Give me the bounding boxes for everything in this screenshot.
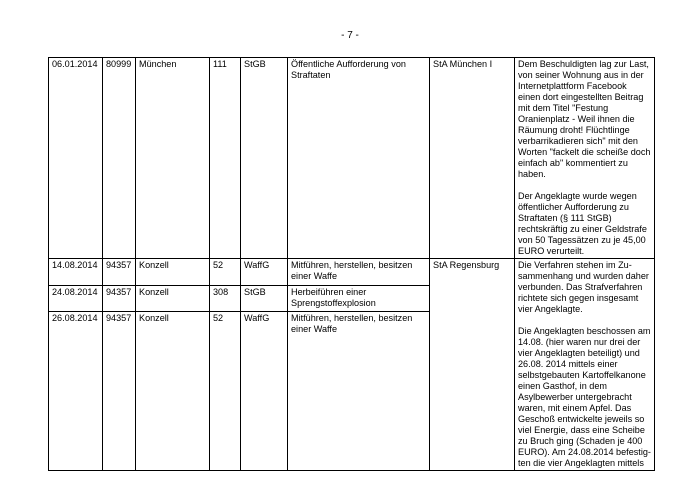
offense-cell: Mitführen, herstellen, besitzen einer Waffe bbox=[288, 259, 430, 286]
table-row bbox=[49, 58, 655, 259]
authority-cell: StA München I bbox=[430, 58, 515, 259]
table-row bbox=[49, 259, 655, 286]
law-cell: StGB bbox=[241, 285, 288, 312]
paragraph-cell: 52 bbox=[210, 312, 241, 471]
offense-cell: Öffentliche Aufforderung von Straftaten bbox=[288, 58, 430, 259]
plz-cell: 94357 bbox=[103, 312, 136, 471]
paragraph-cell: 111 bbox=[210, 58, 241, 259]
description-paragraph: Die Verfahren stehen im Zu-sammenhang und wurden daher verbunden. Das Strafverfahren richtete sich gegen insgesamt vier Angeklagte. bbox=[518, 260, 649, 314]
offense-cell: Mitführen, herstellen, besitzen einer Waffe bbox=[288, 312, 430, 471]
law-cell: StGB bbox=[241, 58, 288, 259]
authority-cell: StA Regensburg bbox=[430, 259, 515, 471]
law-cell: WaffG bbox=[241, 259, 288, 286]
paragraph-cell: 308 bbox=[210, 285, 241, 312]
city-cell: Konzell bbox=[136, 312, 210, 471]
city-cell: Konzell bbox=[136, 285, 210, 312]
city-cell: München bbox=[136, 58, 210, 259]
date-cell: 14.08.2014 bbox=[49, 259, 103, 286]
offense-cell: Herbeiführen einer Sprengstoffexplosion bbox=[288, 285, 430, 312]
city-cell: Konzell bbox=[136, 259, 210, 286]
description-paragraph: Die Angeklagten beschossen am 14.08. (hier waren nur drei der vier Angeklagten beteiligt) und 26.08. 2014 mittels einer selbstgebauten Kartoffelkanone einen Gasthof, in dem Asylbewerber untergebracht waren, mit einem Apfel. Das Geschoß entwickelte jeweils so viel Energie, dass eine Scheibe zu Bruch ging (Schaden je 400 EURO). Am 24.08.2014 befestig-ten die vier Angeklagten mittels bbox=[518, 326, 651, 468]
plz-cell: 94357 bbox=[103, 285, 136, 312]
plz-cell: 80999 bbox=[103, 58, 136, 259]
date-cell: 26.08.2014 bbox=[49, 312, 103, 471]
description-cell bbox=[515, 259, 655, 471]
case-table bbox=[48, 57, 655, 471]
description-paragraph: Dem Beschuldigten lag zur Last, von seiner Wohnung aus in der Internetplattform Facebook einen dort eingestellten Beitrag mit dem Titel "Festung Oranienplatz - Weil ihnen die Räumung droht! Flüchtlinge verbarrikadieren sich" mit den Worten "fackelt die scheiße doch einfach ab" kommentiert zu haben. bbox=[518, 59, 651, 179]
date-cell: 24.08.2014 bbox=[49, 285, 103, 312]
paragraph-cell: 52 bbox=[210, 259, 241, 286]
description-cell bbox=[515, 58, 655, 259]
date-cell: 06.01.2014 bbox=[49, 58, 103, 259]
law-cell: WaffG bbox=[241, 312, 288, 471]
page-number: - 7 - bbox=[341, 30, 359, 41]
plz-cell: 94357 bbox=[103, 259, 136, 286]
description-paragraph: Der Angeklagte wurde wegen öffentlicher Aufforderung zu Straftaten (§ 111 StGB) rechtskräftig zu einer Geldstrafe von 50 Tagessätzen zu je 45,00 EURO verurteilt. bbox=[518, 191, 647, 256]
